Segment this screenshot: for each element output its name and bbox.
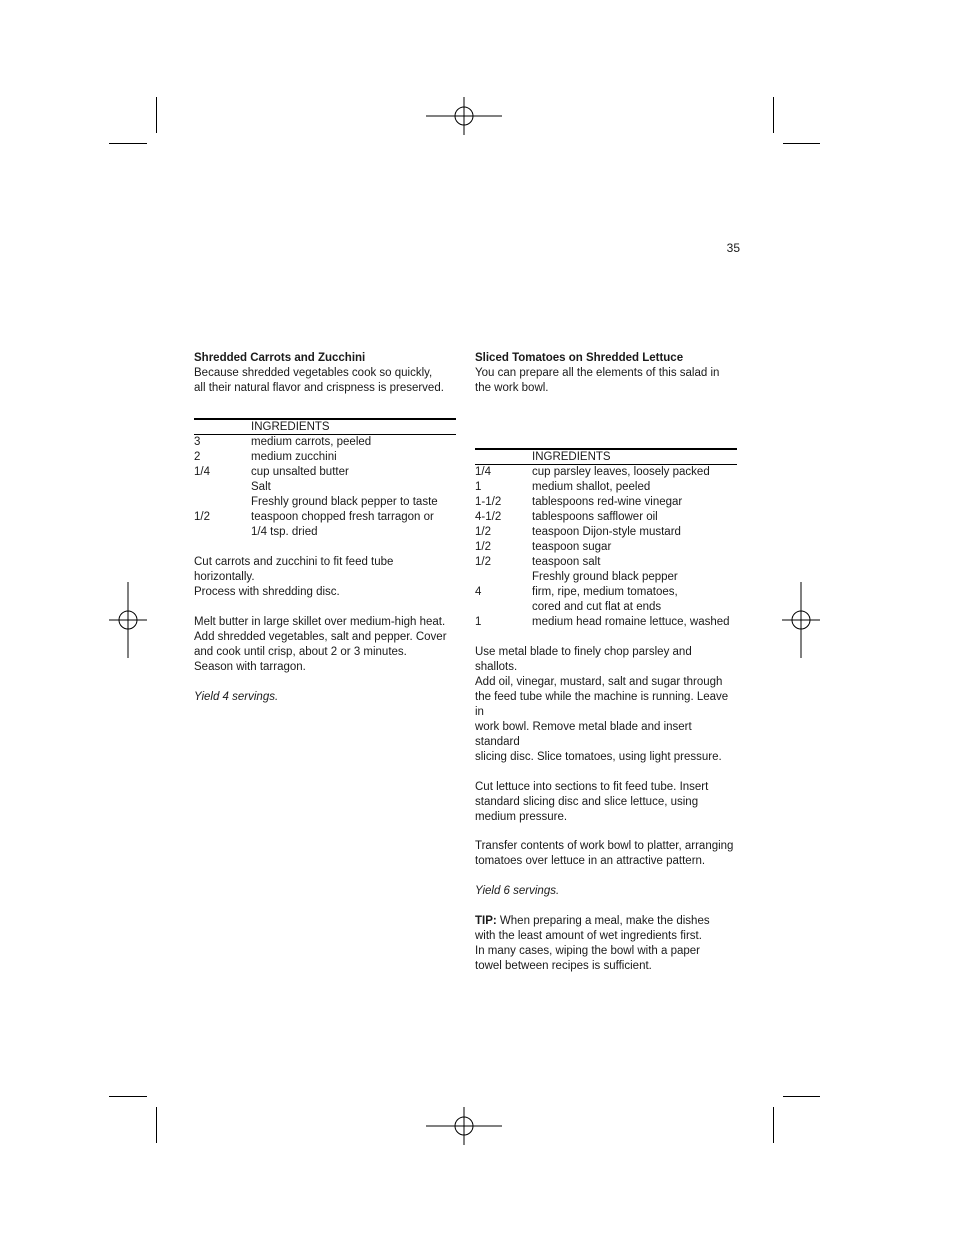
ingredient-item: medium head romaine lettuce, washed (532, 616, 730, 628)
ingredient-qty: 4 (475, 586, 482, 598)
ingredient-item: cup unsalted butter (251, 466, 349, 478)
ingredient-qty: 1/2 (475, 556, 491, 568)
ingredient-row (194, 495, 456, 510)
step-line: Transfer contents of work bowl to platter, arranging (475, 840, 734, 852)
ingredient-qty: 2 (194, 451, 201, 463)
registration-mark-icon (426, 97, 502, 135)
ingredient-item: tablespoons safflower oil (532, 511, 658, 523)
step-line: Add shredded vegetables, salt and pepper. Cover (194, 631, 447, 643)
ingredient-qty: 4-1/2 (475, 511, 502, 523)
ingredient-item: cored and cut flat at ends (532, 601, 662, 613)
crop-mark (156, 97, 157, 133)
step-line: Cut lettuce into sections to fit feed tube. Insert (475, 781, 709, 793)
step-line: medium pressure. (475, 811, 568, 823)
ingredient-qty: 1 (475, 481, 482, 493)
ingredient-item: cup parsley leaves, loosely packed (532, 466, 710, 478)
ingredient-row (475, 615, 737, 630)
recipe-step (194, 555, 456, 600)
ingredient-row (475, 570, 737, 585)
ingredient-row (475, 510, 737, 525)
ingredient-qty: 1/4 (194, 466, 210, 478)
step-line: the feed tube while the machine is running. Leave in (475, 691, 729, 718)
recipe-intro-line: Because shredded vegetables cook so quickly, (194, 367, 433, 379)
ingredient-row (475, 540, 737, 555)
ingredient-qty: 1 (475, 616, 482, 628)
ingredients-header: INGREDIENTS (532, 451, 611, 463)
ingredient-qty: 1/2 (475, 526, 491, 538)
step-line: Use metal blade to finely chop parsley and shallots. (475, 646, 692, 673)
step-line: Melt butter in large skillet over medium-high heat. (194, 616, 446, 628)
ingredient-row (194, 480, 456, 495)
ingredient-qty (194, 525, 251, 540)
ingredient-qty (475, 570, 532, 585)
ingredient-item: teaspoon Dijon-style mustard (532, 526, 681, 538)
recipe-title: Sliced Tomatoes on Shredded Lettuce (475, 352, 684, 364)
ingredient-row (194, 435, 456, 450)
ingredient-item: firm, ripe, medium tomatoes, (532, 586, 678, 598)
crop-mark (773, 97, 774, 133)
tip-line: towel between recipes is sufficient. (475, 960, 652, 972)
recipe-yield: Yield 4 servings. (194, 691, 279, 703)
ingredient-qty: 1-1/2 (475, 496, 502, 508)
recipe-step (475, 780, 737, 825)
ingredient-row (194, 525, 456, 540)
ingredient-row (194, 465, 456, 480)
ingredient-row (475, 495, 737, 510)
registration-mark-icon (426, 1107, 502, 1145)
ingredient-qty: 3 (194, 436, 201, 448)
ingredient-item: teaspoon sugar (532, 541, 612, 553)
recipe-intro-line: the work bowl. (475, 382, 549, 394)
ingredients-header: INGREDIENTS (251, 421, 330, 433)
step-line: and cook until crisp, about 2 or 3 minutes. (194, 646, 407, 658)
ingredient-qty (475, 600, 532, 615)
crop-mark (156, 1107, 157, 1143)
tip-text: When preparing a meal, make the dishes (496, 915, 710, 927)
tip-line: In many cases, wiping the bowl with a paper (475, 945, 701, 957)
ingredients-header-row (194, 420, 456, 435)
step-line: Season with tarragon. (194, 661, 306, 673)
ingredient-row (475, 555, 737, 570)
ingredient-item: 1/4 tsp. dried (251, 526, 318, 538)
page-number: 35 (726, 241, 740, 255)
crop-mark (109, 143, 147, 144)
ingredient-row (475, 525, 737, 540)
recipe-sliced-tomatoes (475, 351, 737, 974)
tip-line: with the least amount of wet ingredients first. (475, 930, 702, 942)
tip-line (475, 914, 737, 929)
ingredient-item: medium carrots, peeled (251, 436, 372, 448)
ingredient-item: medium zucchini (251, 451, 337, 463)
ingredient-row (475, 600, 737, 615)
step-line: Cut carrots and zucchini to fit feed tube horizontally. (194, 556, 394, 583)
recipe-shredded-carrots (194, 351, 456, 705)
recipe-title: Shredded Carrots and Zucchini (194, 352, 366, 364)
ingredient-item: Freshly ground black pepper (532, 571, 678, 583)
ingredient-item: medium shallot, peeled (532, 481, 651, 493)
ingredient-qty (194, 495, 251, 510)
ingredient-qty: 1/2 (475, 541, 491, 553)
step-line: work bowl. Remove metal blade and insert standard (475, 721, 692, 748)
recipe-step (475, 839, 737, 869)
tip-block (475, 914, 737, 974)
ingredient-item: tablespoons red-wine vinegar (532, 496, 683, 508)
ingredient-row (475, 465, 737, 480)
ingredient-qty: 1/4 (475, 466, 491, 478)
ingredient-qty (194, 480, 251, 495)
crop-mark (783, 1096, 820, 1097)
crop-mark (783, 143, 820, 144)
tip-label: TIP: (475, 915, 497, 927)
recipe-step (194, 615, 456, 675)
ingredient-item: Freshly ground black pepper to taste (251, 496, 438, 508)
recipe-intro-line: all their natural flavor and crispness is preserved. (194, 382, 444, 394)
ingredient-row (194, 510, 456, 525)
recipe-yield: Yield 6 servings. (475, 885, 560, 897)
step-line: tomatoes over lettuce in an attractive pattern. (475, 855, 706, 867)
step-line: Process with shredding disc. (194, 586, 340, 598)
ingredients-table (475, 450, 737, 630)
ingredient-row (475, 480, 737, 495)
crop-mark (773, 1107, 774, 1143)
ingredient-qty: 1/2 (194, 511, 210, 523)
ingredient-item: teaspoon salt (532, 556, 601, 568)
ingredients-header-row (475, 450, 737, 465)
registration-mark-icon (109, 582, 147, 658)
crop-mark (109, 1096, 147, 1097)
step-line: slicing disc. Slice tomatoes, using light pressure. (475, 751, 722, 763)
ingredient-item: Salt (251, 481, 271, 493)
step-line: Add oil, vinegar, mustard, salt and sugar through (475, 676, 723, 688)
registration-mark-icon (782, 582, 820, 658)
ingredient-row (194, 450, 456, 465)
step-line: standard slicing disc and slice lettuce, using (475, 796, 699, 808)
ingredient-row (475, 585, 737, 600)
recipe-intro-line: You can prepare all the elements of this salad in (475, 367, 720, 379)
recipe-step (475, 645, 737, 765)
ingredients-table (194, 420, 456, 540)
ingredient-item: teaspoon chopped fresh tarragon or (251, 511, 434, 523)
